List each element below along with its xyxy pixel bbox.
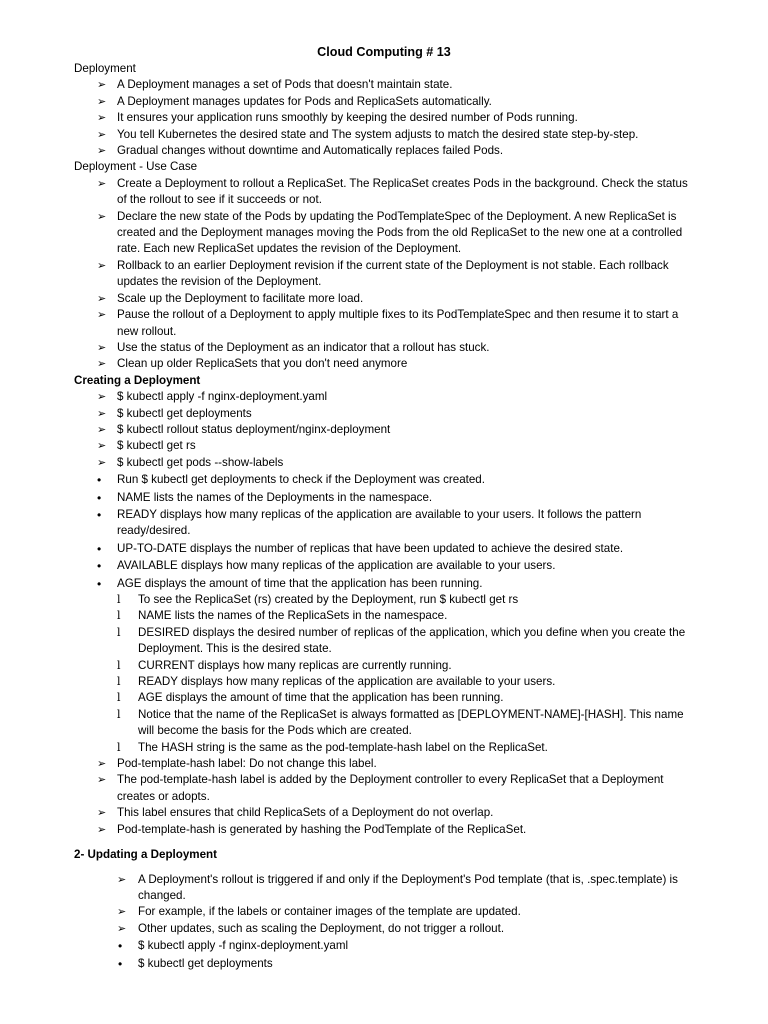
list-item: l To see the ReplicaSet (rs) created by the Deployment, run $ kubectl get rs xyxy=(0,592,768,608)
updating-list xyxy=(0,872,768,972)
list-item: ➢ You tell Kubernetes the desired state and The system adjusts to match the desired state step-by-step. xyxy=(0,127,768,143)
list-item: l Notice that the name of the ReplicaSet is always formatted as [DEPLOYMENT-NAME]-[HASH]. This name will become the basis for the Pods which are created. xyxy=(0,707,768,740)
list-item: • UP-TO-DATE displays the number of replicas that have been updated to achieve the desired state. xyxy=(0,541,768,557)
use-case-list xyxy=(0,176,768,373)
page-title: Cloud Computing # 13 xyxy=(317,45,451,59)
list-item: ➢ A Deployment's rollout is triggered if and only if the Deployment's Pod template (that is, .spec.template) is changed. xyxy=(0,872,768,905)
deployment-list xyxy=(0,77,768,159)
replicaset-sub-list xyxy=(0,592,768,756)
command-item: ➢ $ kubectl get pods --show-labels xyxy=(0,455,768,471)
command-item: • $ kubectl apply -f nginx-deployment.yaml xyxy=(0,938,768,954)
updating-heading: 2- Updating a Deployment xyxy=(74,848,218,862)
command-item: ➢ $ kubectl apply -f nginx-deployment.yaml xyxy=(0,389,768,405)
command-item: ➢ $ kubectl rollout status deployment/nginx-deployment xyxy=(0,422,768,438)
list-item: l AGE displays the amount of time that the application has been running. xyxy=(0,690,768,706)
use-case-heading: Deployment - Use Case xyxy=(74,160,198,174)
list-item: l CURRENT displays how many replicas are currently running. xyxy=(0,658,768,674)
list-item: • READY displays how many replicas of the application are available to your users. It follows the pattern ready/desired. xyxy=(0,507,768,540)
spacer xyxy=(0,864,768,872)
list-item: l NAME lists the names of the ReplicaSets in the namespace. xyxy=(0,608,768,624)
list-item: • AVAILABLE displays how many replicas of the application are available to your users. xyxy=(0,558,768,574)
list-item: l The HASH string is the same as the pod-template-hash label on the ReplicaSet. xyxy=(0,740,768,756)
list-item: • AGE displays the amount of time that the application has been running. xyxy=(0,576,768,592)
list-item: ➢ A Deployment manages a set of Pods that doesn't maintain state. xyxy=(0,77,768,93)
list-item: ➢ Declare the new state of the Pods by updating the PodTemplateSpec of the Deployment. A new ReplicaSet is created and the Deployment manages moving the Pods from the old ReplicaSet to the new one at a controlled rate. Each new ReplicaSet updates the revision of the Deployment. xyxy=(0,209,768,258)
command-item: ➢ $ kubectl get rs xyxy=(0,438,768,454)
list-item: ➢ Gradual changes without downtime and Automatically replaces failed Pods. xyxy=(0,143,768,159)
list-item: ➢ Scale up the Deployment to facilitate more load. xyxy=(0,291,768,307)
list-item: ➢ Create a Deployment to rollout a ReplicaSet. The ReplicaSet creates Pods in the background. Check the status of the rollout to see if it succeeds or not. xyxy=(0,176,768,209)
list-item: ➢ A Deployment manages updates for Pods and ReplicaSets automatically. xyxy=(0,94,768,110)
list-item: ➢ Rollback to an earlier Deployment revision if the current state of the Deployment is not stable. Each rollback updates the revision of the Deployment. xyxy=(0,258,768,291)
list-item: ➢ Use the status of the Deployment as an indicator that a rollout has stuck. xyxy=(0,340,768,356)
list-item: ➢ Pod-template-hash label: Do not change this label. xyxy=(0,756,768,772)
command-item: ➢ $ kubectl get deployments xyxy=(0,406,768,422)
creating-bullets-list xyxy=(0,472,768,592)
hash-label-list xyxy=(0,756,768,838)
list-item: ➢ Pod-template-hash is generated by hashing the PodTemplate of the ReplicaSet. xyxy=(0,822,768,838)
creating-commands-list xyxy=(0,389,768,471)
list-item: • Run $ kubectl get deployments to check if the Deployment was created. xyxy=(0,472,768,488)
list-item: ➢ The pod-template-hash label is added by the Deployment controller to every ReplicaSet that a Deployment creates or adopts. xyxy=(0,772,768,805)
list-item: ➢ Other updates, such as scaling the Deployment, do not trigger a rollout. xyxy=(0,921,768,937)
list-item: ➢ Pause the rollout of a Deployment to apply multiple fixes to its PodTemplateSpec and then resume it to start a new rollout. xyxy=(0,307,768,340)
list-item: • NAME lists the names of the Deployments in the namespace. xyxy=(0,490,768,506)
list-item: ➢ It ensures your application runs smoothly by keeping the desired number of Pods running. xyxy=(0,110,768,126)
list-item: ➢ This label ensures that child ReplicaSets of a Deployment do not overlap. xyxy=(0,805,768,821)
creating-heading: Creating a Deployment xyxy=(74,373,201,387)
list-item: ➢ Clean up older ReplicaSets that you don't need anymore xyxy=(0,356,768,372)
command-item: • $ kubectl get deployments xyxy=(0,956,768,972)
spacer xyxy=(0,838,768,847)
list-item: l READY displays how many replicas of the application are available to your users. xyxy=(0,674,768,690)
list-item: ➢ For example, if the labels or container images of the template are updated. xyxy=(0,904,768,920)
deployment-heading: Deployment xyxy=(74,62,136,75)
list-item: l DESIRED displays the desired number of replicas of the application, which you define when you create the Deployment. This is the desired state. xyxy=(0,625,768,658)
